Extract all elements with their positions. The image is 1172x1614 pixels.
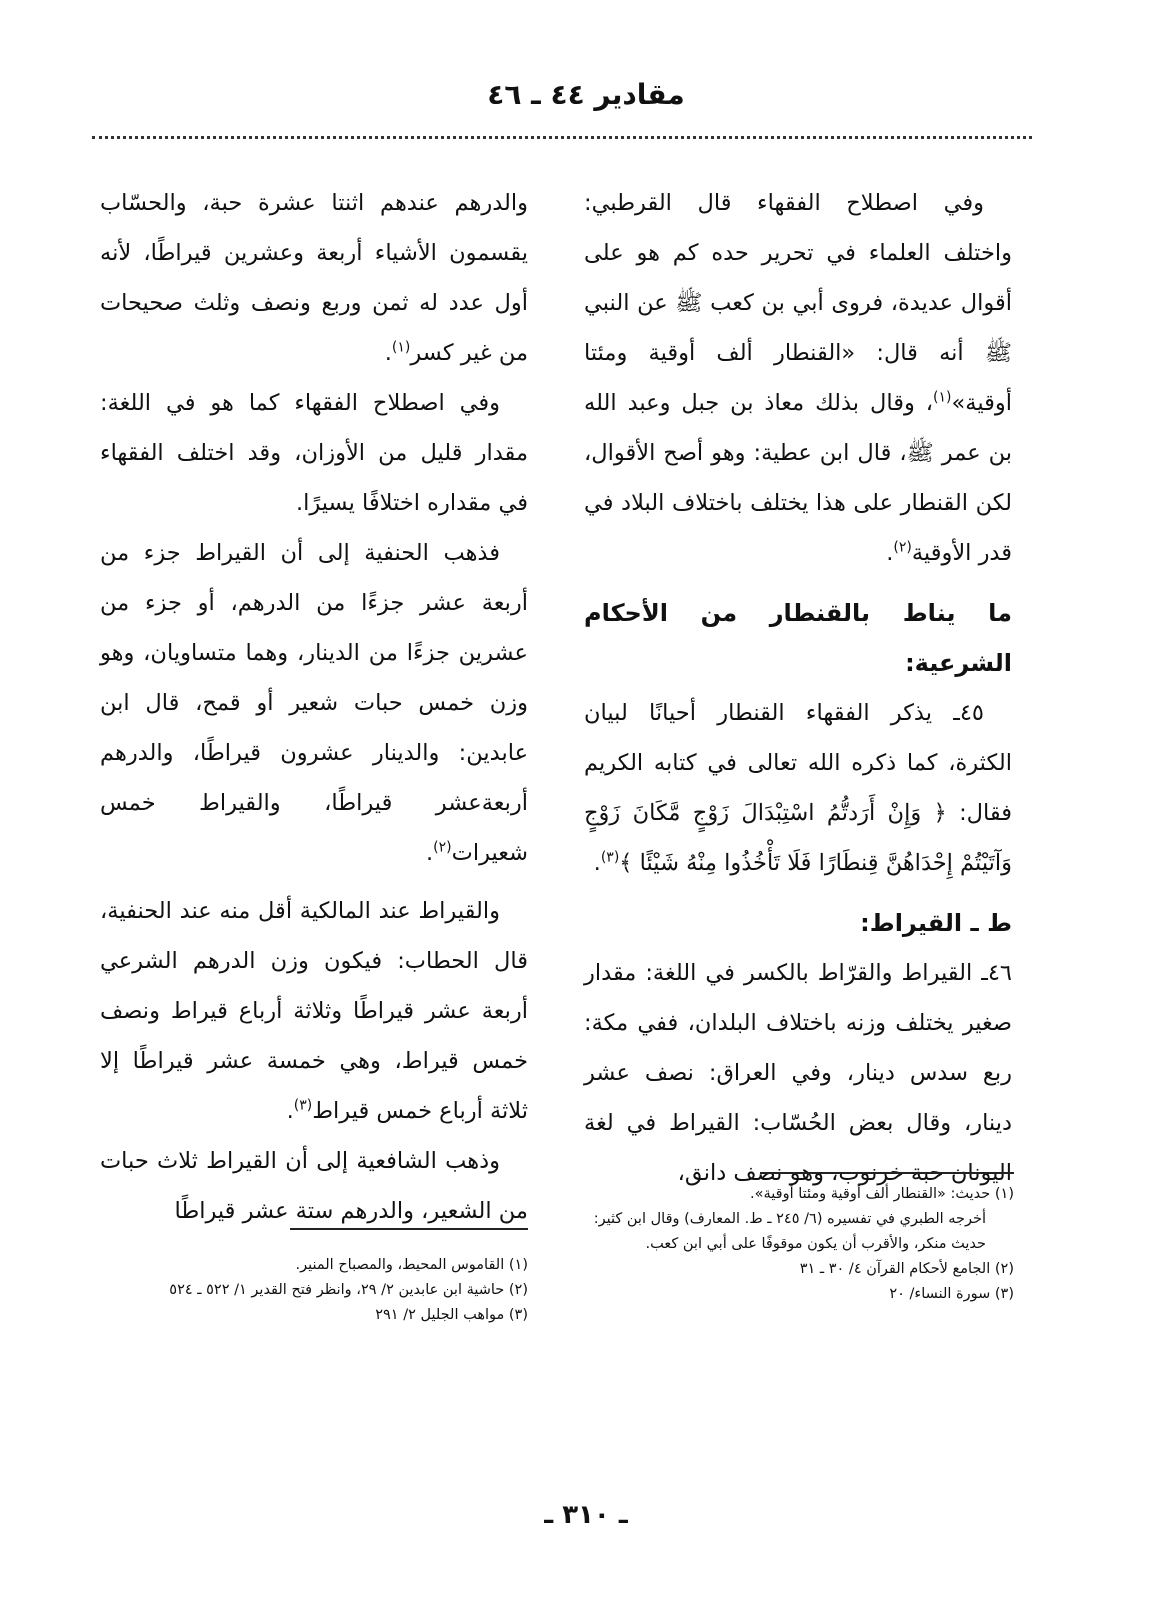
footnote: (٣) مواهب الجليل ٢/ ٢٩١ xyxy=(375,1307,528,1323)
footnote: أخرجه الطبري في تفسيره (٦/ ٢٤٥ ـ ط. المعارف) وقال ابن كثير: حديث منكر، والأقرب أن يكون موقوفًا على أبي ابن كعب. xyxy=(593,1211,986,1252)
footnote-ref: (١) xyxy=(391,339,411,356)
punctuation: . xyxy=(593,850,601,876)
footnote-divider xyxy=(760,1172,1014,1174)
footnote-ref: (٣) xyxy=(600,849,620,866)
footnote-ref: (٢) xyxy=(433,839,452,856)
footnote: (١) حديث: «القنطار ألف أوقية ومئتا أوقية». xyxy=(750,1186,1014,1202)
footnotes-right xyxy=(584,1182,1014,1307)
paragraph-text: والقيراط عند المالكية أقل منه عند الحنفية، قال الحطاب: فيكون وزن الدرهم الشرعي أربعة عشر قيراطًا وثلاثة أرباع قيراط ونصف خمس قيراط، وهي خمسة عشر قيراطًا إلا ثلاثة أرباع خمس قيراط xyxy=(100,898,528,1124)
paragraph xyxy=(100,178,528,378)
page-title: مقادير ٤٤ ـ ٤٦ xyxy=(487,78,685,111)
paragraph xyxy=(100,528,528,878)
paragraph-text: ، وقال بذلك معاذ بن جبل وعبد الله بن عمر ﷺ، قال ابن عطية: وهو أصح الأقوال، لكن القنطار على هذا يختلف باختلاف البلاد في قدر الأوقية xyxy=(584,390,1012,566)
paragraph-text: ٤٥ـ يذكر الفقهاء القنطار أحيانًا لبيان الكثرة، كما ذكره الله تعالى في كتابه الكريم فقال: xyxy=(584,700,1013,826)
footnote-ref: (٣) xyxy=(293,1097,313,1114)
section-heading: ط ـ القيراط: xyxy=(860,909,1012,937)
punctuation: . xyxy=(426,840,434,866)
punctuation: . xyxy=(384,340,392,366)
footnote: (١) القاموس المحيط، والمصباح المنير. xyxy=(295,1257,528,1273)
punctuation: . xyxy=(886,540,894,566)
right-column xyxy=(584,178,1012,1198)
footnote-ref: (٢) xyxy=(893,539,912,556)
footnote-ref: (١) xyxy=(933,389,952,406)
paragraph xyxy=(584,688,1012,888)
footnotes-left xyxy=(100,1253,528,1328)
footnote: (٢) حاشية ابن عابدين ٢/ ٢٩، وانظر فتح القدير ١/ ٥٢٢ ـ ٥٢٤ xyxy=(169,1282,528,1298)
paragraph: وذهب الشافعية إلى أن القيراط ثلاث حبات من الشعير، والدرهم ستة عشر قيراطًا xyxy=(100,1148,528,1224)
paragraph-text: والدرهم عندهم اثنتا عشرة حبة، والحسّاب يقسمون الأشياء أربعة وعشرين قيراطًا، لأنه أول عدد له ثمن وربع ونصف وثلث صحيحات من غير كسر xyxy=(100,190,528,366)
footnote-divider xyxy=(290,1228,528,1230)
page-number: ـ ٣١٠ ـ xyxy=(544,1500,628,1530)
quran-verse: ﴿ وَإِنْ أَرَدتُّمُ اسْتِبْدَالَ زَوْجٍ مَّكَانَ زَوْجٍ وَآتَيْتُمْ إِحْدَاهُنَّ قِنطَارًا فَلَا تَأْخُذُوا مِنْهُ شَيْئًا ﴾ xyxy=(584,800,1012,876)
punctuation: . xyxy=(286,1098,294,1124)
footnote: (٣) سورة النساء/ ٢٠ xyxy=(889,1286,1014,1302)
paragraph: وفي اصطلاح الفقهاء كما هو في اللغة: مقدار قليل من الأوزان، وقد اختلف الفقهاء في مقداره اختلافًا يسيرًا. xyxy=(100,390,528,516)
paragraph xyxy=(100,886,528,1136)
paragraph-text: وفي اصطلاح الفقهاء قال القرطبي: واختلف العلماء في تحرير حده كم هو على أقوال عديدة، فروى أبي بن كعب ﷺ عن النبي ﷺ أنه قال: «القنطار ألف أوقية ومئتا أوقية» xyxy=(584,190,1012,416)
footnote: (٢) الجامع لأحكام القرآن ٤/ ٣٠ ـ ٣١ xyxy=(799,1261,1014,1277)
paragraph xyxy=(584,178,1012,578)
section-heading: ما يناط بالقنطار من الأحكام الشرعية: xyxy=(584,599,1012,677)
paragraph-text: فذهب الحنفية إلى أن القيراط جزء من أربعة عشر جزءًا من الدرهم، أو جزء من عشرين جزءًا من الدينار، وهما متساويان، وهو وزن خمس حبات شعير أو قمح، قال ابن عابدين: والدينار عشرون قيراطًا، والدرهم أربعةعشر قيراطًا، والقيراط خمس شعيرات xyxy=(100,540,528,866)
paragraph: ٤٦ـ القيراط والقرّاط بالكسر في اللغة: مقدار صغير يختلف وزنه باختلاف البلدان، ففي مكة: ربع سدس دينار، وفي العراق: نصف عشر دينار، وقال بعض الحُسّاب: القيراط في لغة اليونان حبة خرنوب، وهو نصف دانق، xyxy=(584,960,1012,1186)
left-column xyxy=(100,178,528,1236)
header-dotted-divider xyxy=(92,136,1032,139)
